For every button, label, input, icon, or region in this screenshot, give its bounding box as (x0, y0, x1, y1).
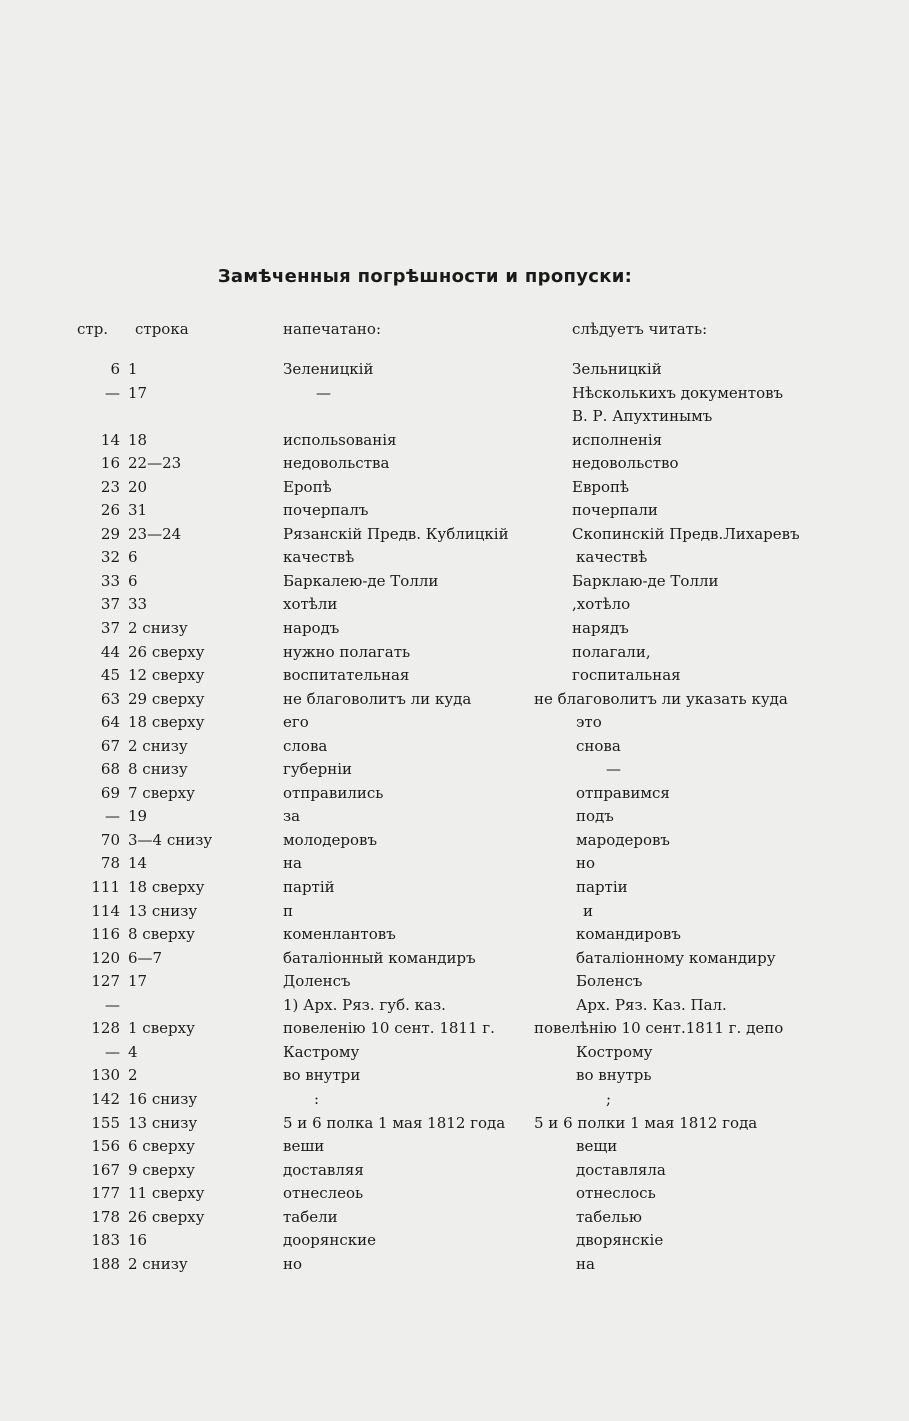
errata-printed-text: Баркалею-де Толли (283, 571, 439, 590)
errata-correct-text: снова (576, 736, 621, 755)
errata-line-number: 18 сверху (128, 878, 205, 897)
errata-correct-text: Боленсъ (576, 972, 643, 991)
errata-line-number: 1 (128, 360, 138, 378)
errata-correct-text: исполненія (572, 430, 663, 449)
errata-correct-text: качествѣ (576, 548, 648, 567)
errata-line-number: 16 (128, 1231, 148, 1250)
errata-printed-text: отнеслеоь (283, 1184, 364, 1203)
errata-line-number: 26 сверху (128, 1207, 205, 1226)
errata-page-number: 70 (100, 830, 120, 849)
errata-printed-text: нужно полагать (283, 642, 411, 661)
errata-printed-text: 5 и 6 полка 1 мая 1812 года (283, 1113, 506, 1132)
errata-line-number: 6 сверху (128, 1137, 195, 1156)
errata-printed-text: хотѣли (283, 595, 338, 614)
errata-line-number: 31 (128, 501, 148, 520)
errata-printed-text: : (314, 1089, 320, 1108)
errata-row (0, 593, 909, 617)
errata-printed-text: за (283, 807, 301, 826)
errata-printed-text: веши (283, 1137, 325, 1156)
errata-line-number: 6—7 (128, 948, 163, 967)
errata-line-number: 14 (128, 854, 148, 873)
errata-row (0, 1159, 909, 1183)
errata-line-number: 29 сверху (128, 689, 205, 708)
errata-page-number: — (105, 383, 120, 402)
errata-row (0, 1229, 909, 1253)
errata-correct-text: госпитальная (572, 666, 681, 685)
errata-correct-text: Зельницкій (572, 360, 662, 378)
errata-page-number: 183 (91, 1231, 120, 1250)
errata-row (0, 1088, 909, 1112)
errata-line-number: 9 сверху (128, 1160, 195, 1179)
errata-row (0, 405, 909, 429)
errata-printed-text: партій (283, 878, 335, 897)
errata-row (0, 1112, 909, 1136)
errata-line-number: 19 (128, 807, 148, 826)
errata-printed-text: Кастрому (283, 1042, 360, 1061)
errata-line-number: 8 снизу (128, 760, 188, 779)
errata-row (0, 523, 909, 547)
errata-correct-text: и (583, 901, 593, 920)
errata-printed-text: повеленію 10 сент. 1811 г. (283, 1019, 495, 1038)
errata-row (0, 711, 909, 735)
errata-printed-text: его (283, 713, 309, 732)
errata-page-number: 32 (100, 548, 120, 567)
errata-page-number: 64 (100, 713, 120, 732)
errata-correct-text: Скопинскій Предв.Лихаревъ (572, 524, 800, 543)
errata-printed-text: Рязанскій Предв. Кублицкій (283, 524, 509, 543)
errata-printed-text: Еропѣ (283, 477, 332, 496)
errata-row (0, 947, 909, 971)
errata-page-number: 67 (100, 736, 120, 755)
errata-printed-text: слова (283, 736, 328, 755)
errata-printed-text: табели (283, 1207, 338, 1226)
errata-correct-text: полагали, (572, 642, 651, 661)
errata-correct-text: вещи (576, 1137, 618, 1156)
errata-page-number: — (105, 807, 120, 826)
errata-row (0, 923, 909, 947)
errata-line-number: 33 (128, 595, 148, 614)
errata-row (0, 1135, 909, 1159)
errata-correct-text: нарядъ (572, 619, 629, 638)
errata-line-number: 6 (128, 571, 138, 590)
errata-page-number: 177 (91, 1184, 120, 1203)
errata-line-number: 17 (128, 972, 148, 991)
errata-page-number: 114 (91, 901, 120, 920)
errata-row (0, 641, 909, 665)
errata-page-number: 29 (100, 524, 120, 543)
errata-correct-text: Нѣсколькихъ документовъ (572, 383, 784, 402)
errata-line-number: 13 снизу (128, 901, 198, 920)
errata-correct-text: на (576, 1254, 595, 1273)
errata-correct-text: почерпали (572, 501, 658, 520)
errata-printed-text: — (316, 383, 331, 402)
errata-printed-text: качествѣ (283, 548, 355, 567)
errata-page-number: 23 (100, 477, 120, 496)
errata-row (0, 382, 909, 406)
errata-page-number: 188 (91, 1254, 120, 1273)
errata-row (0, 805, 909, 829)
errata-row (0, 476, 909, 500)
errata-correct-text: это (576, 713, 602, 732)
errata-row (0, 1206, 909, 1230)
errata-line-number: 18 сверху (128, 713, 205, 732)
errata-printed-text: Доленсъ (283, 972, 351, 991)
errata-page-number: 16 (100, 454, 120, 473)
errata-line-number: 22—23 (128, 454, 182, 473)
errata-page-number: 178 (91, 1207, 120, 1226)
errata-printed-text: но (283, 1254, 303, 1273)
column-header-page: стр. (77, 320, 109, 338)
errata-correct-text: недовольство (572, 454, 679, 473)
errata-line-number: 3—4 снизу (128, 830, 213, 849)
errata-row (0, 1182, 909, 1206)
errata-printed-text: молодеровъ (283, 830, 377, 849)
errata-page-number: 33 (100, 571, 120, 590)
errata-printed-text: отправились (283, 783, 384, 802)
errata-row (0, 735, 909, 759)
errata-page-number: 78 (100, 854, 120, 873)
errata-page-number: 167 (91, 1160, 120, 1179)
errata-page-number: 120 (91, 948, 120, 967)
errata-printed-text: доставляя (283, 1160, 364, 1179)
column-header-line: строка (135, 320, 189, 338)
errata-printed-text: воспитательная (283, 666, 410, 685)
errata-correct-text: Европѣ (572, 477, 630, 496)
errata-correct-text: партіи (576, 878, 628, 897)
errata-line-number: 26 сверху (128, 642, 205, 661)
errata-correct-text: Барклаю-де Толли (572, 571, 719, 590)
errata-row (0, 688, 909, 712)
errata-row (0, 664, 909, 688)
errata-row (0, 1064, 909, 1088)
errata-correct-text: во внутрь (576, 1066, 652, 1085)
errata-line-number: 13 снизу (128, 1113, 198, 1132)
errata-printed-text: недовольства (283, 454, 390, 473)
errata-row (0, 452, 909, 476)
errata-row (0, 499, 909, 523)
errata-line-number: 2 снизу (128, 736, 188, 755)
errata-correct-text: повелѣнію 10 сент.1811 г. депо (534, 1019, 784, 1038)
page-title: Замѣченныя погрѣшности и пропуски: (217, 266, 633, 287)
errata-correct-text: дворянскіе (576, 1231, 664, 1250)
errata-row (0, 429, 909, 453)
errata-row (0, 570, 909, 594)
errata-correct-text: отнеслось (576, 1184, 656, 1203)
errata-row (0, 546, 909, 570)
column-header-printed: напечатано: (283, 320, 381, 338)
errata-page-number: 69 (100, 783, 120, 802)
errata-line-number: 18 (128, 430, 148, 449)
errata-row (0, 1041, 909, 1065)
errata-correct-text: Кострому (576, 1042, 653, 1061)
errata-correct-text: Арх. Ряз. Каз. Пал. (576, 995, 727, 1014)
errata-line-number: 8 сверху (128, 925, 195, 944)
errata-correct-text: табелью (576, 1207, 642, 1226)
errata-row (0, 1017, 909, 1041)
errata-page-number: — (105, 1042, 120, 1061)
errata-page-number: 156 (91, 1137, 120, 1156)
errata-printed-text: испольsованія (283, 430, 397, 449)
errata-row (0, 758, 909, 782)
errata-line-number: 16 снизу (128, 1089, 198, 1108)
column-header-read: слѣдуетъ читать: (572, 320, 708, 338)
errata-line-number: 7 сверху (128, 783, 195, 802)
errata-row (0, 1253, 909, 1277)
errata-row (0, 829, 909, 853)
errata-printed-text: доорянские (283, 1231, 377, 1250)
errata-printed-text: коменлантовъ (283, 925, 396, 944)
errata-list (0, 358, 909, 1276)
errata-correct-text: подъ (576, 807, 614, 826)
errata-page-number: 37 (100, 595, 120, 614)
errata-correct-text: ,хотѣло (572, 595, 631, 614)
errata-page-number: 130 (91, 1066, 120, 1085)
errata-page-number: 37 (100, 619, 120, 638)
errata-line-number: 11 сверху (128, 1184, 205, 1203)
errata-printed-text: во внутри (283, 1066, 361, 1085)
errata-line-number: 2 снизу (128, 1254, 188, 1273)
errata-row (0, 970, 909, 994)
errata-correct-text: — (606, 760, 621, 779)
errata-printed-text: народъ (283, 619, 340, 638)
errata-correct-text: командировъ (576, 925, 681, 944)
errata-row (0, 358, 909, 382)
errata-page-number: 45 (100, 666, 120, 685)
errata-page-number: 111 (91, 878, 120, 897)
errata-correct-text: мародеровъ (576, 830, 670, 849)
errata-printed-text: не благоволитъ ли куда (283, 689, 472, 708)
errata-printed-text: баталіонный командиръ (283, 948, 476, 967)
errata-line-number: 17 (128, 383, 148, 402)
errata-page-number: 6 (110, 360, 120, 378)
errata-printed-text: на (283, 854, 302, 873)
errata-page-number: 44 (100, 642, 120, 661)
errata-correct-text: но (576, 854, 596, 873)
errata-row (0, 994, 909, 1018)
errata-row (0, 617, 909, 641)
errata-line-number: 2 снизу (128, 619, 188, 638)
errata-page-number: 14 (100, 430, 120, 449)
errata-printed-text: п (283, 901, 293, 920)
errata-page-number: 127 (91, 972, 120, 991)
errata-line-number: 6 (128, 548, 138, 567)
errata-line-number: 1 сверху (128, 1019, 195, 1038)
errata-correct-text: не благоволитъ ли указать куда (534, 689, 788, 708)
errata-page-number: — (105, 995, 120, 1014)
errata-correct-text: ; (606, 1089, 612, 1108)
errata-row (0, 900, 909, 924)
errata-correct-text: баталіонному командиру (576, 948, 776, 967)
errata-page-number: 142 (91, 1089, 120, 1108)
errata-line-number: 23—24 (128, 524, 182, 543)
errata-row (0, 782, 909, 806)
errata-line-number: 20 (128, 477, 148, 496)
errata-correct-text: 5 и 6 полки 1 мая 1812 года (534, 1113, 758, 1132)
errata-row (0, 852, 909, 876)
errata-correct-text: В. Р. Апухтинымъ (572, 407, 713, 426)
errata-printed-text: почерпалъ (283, 501, 369, 520)
errata-row (0, 876, 909, 900)
errata-page-number: 128 (91, 1019, 120, 1038)
errata-printed-text: 1) Арх. Ряз. губ. каз. (283, 995, 446, 1014)
errata-printed-text: губерніи (283, 760, 352, 779)
errata-page-number: 68 (100, 760, 120, 779)
errata-page-number: 63 (100, 689, 120, 708)
errata-correct-text: отправимся (576, 783, 670, 802)
errata-correct-text: доставляла (576, 1160, 666, 1179)
errata-printed-text: Зеленицкій (283, 360, 374, 378)
errata-page-number: 116 (91, 925, 120, 944)
errata-line-number: 12 сверху (128, 666, 205, 685)
errata-line-number: 4 (128, 1042, 138, 1061)
errata-page-number: 155 (91, 1113, 120, 1132)
errata-line-number: 2 (128, 1066, 138, 1085)
errata-page-number: 26 (100, 501, 120, 520)
